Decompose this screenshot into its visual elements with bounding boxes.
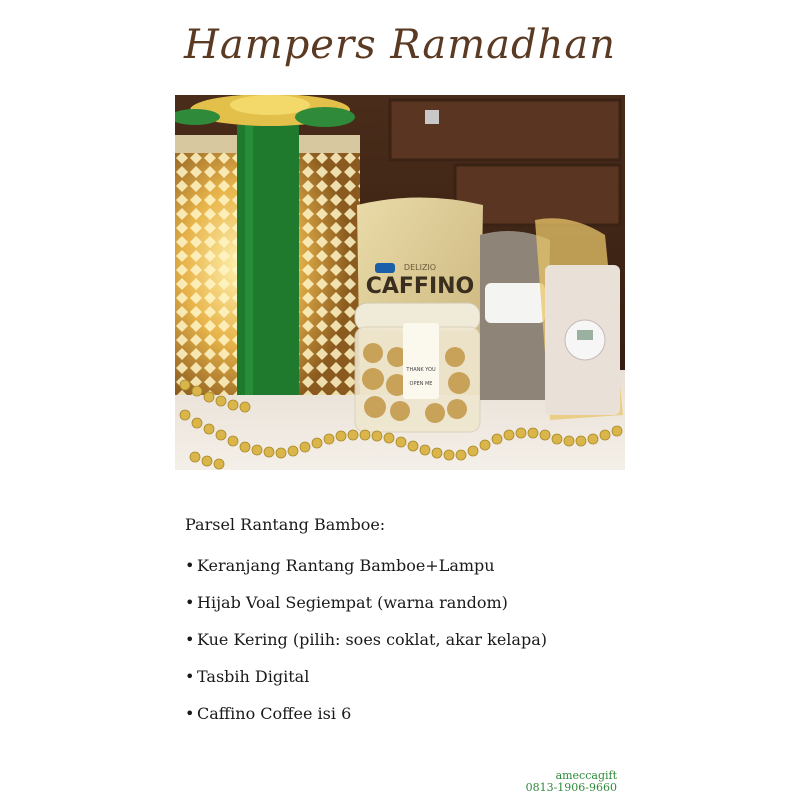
shop-handle: ameccagift (555, 769, 617, 782)
list-item: • Kue Kering (pilih: soes coklat, akar kelapa) (185, 630, 547, 649)
product-photo (175, 95, 625, 470)
shop-phone: 0813-1906-9660 (525, 781, 617, 794)
list-item: • Hijab Voal Segiempat (warna random) (185, 593, 508, 612)
list-item: • Tasbih Digital (185, 667, 310, 686)
contents-list (185, 556, 625, 741)
page-title: Hampers Ramadhan (184, 22, 616, 68)
jar-label-top: THANK YOU (406, 367, 436, 373)
list-item: • Keranjang Rantang Bamboe+Lampu (185, 556, 495, 575)
shop-contact (526, 770, 617, 794)
product-description (185, 515, 625, 741)
jar-label-bottom: OPEN ME (409, 381, 433, 387)
bag-brand-main: CAFFINO (365, 274, 475, 299)
description-heading: Parsel Rantang Bamboe: (185, 515, 386, 534)
list-item: • Caffino Coffee isi 6 (185, 704, 352, 723)
bag-brand-top: DELIZIO (403, 263, 437, 272)
